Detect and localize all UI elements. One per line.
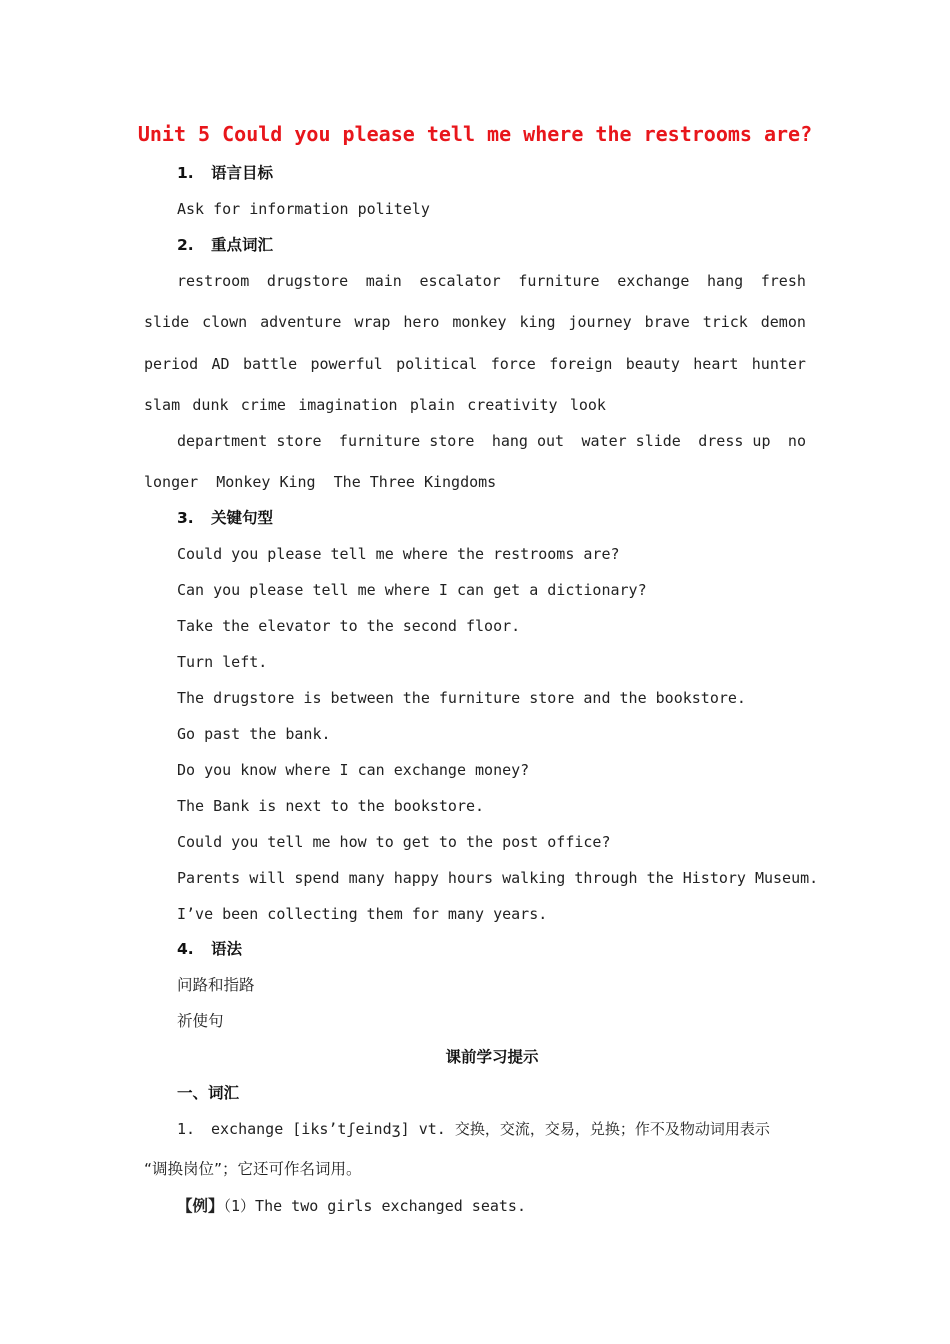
example-line	[177, 1196, 526, 1216]
section-number: 4.	[177, 940, 194, 958]
key-sentence: The Bank is next to the bookstore.	[177, 797, 485, 815]
example-tag: 【例】	[177, 1197, 224, 1215]
section-heading-key-sentences	[177, 508, 273, 528]
vocab-phrase: water slide	[581, 432, 681, 450]
section-label: 语法	[211, 940, 243, 958]
vocab-word: creativity	[467, 396, 558, 414]
section-number: 2.	[177, 236, 194, 254]
vocab-word: fresh	[760, 272, 806, 290]
vocab-word: furniture	[518, 272, 600, 290]
key-sentence: Parents will spend many happy hours walking through the History Museum.	[177, 869, 819, 887]
vocab-word: battle	[242, 355, 298, 373]
key-sentence: Could you please tell me where the restrooms are?	[177, 545, 620, 563]
key-sentence: Do you know where I can exchange money?	[177, 761, 530, 779]
key-sentence: Can you please tell me where I can get a dictionary?	[177, 581, 647, 599]
vocabulary-row	[144, 354, 806, 374]
vocab-note-line-continued: “调换岗位”；它还可作名词用。	[144, 1160, 362, 1178]
vocab-word: hunter	[751, 355, 806, 373]
vocab-word: look	[569, 396, 606, 414]
vocab-phrase: department store	[177, 432, 322, 450]
vocab-word: king	[519, 313, 556, 331]
key-sentence: I’ve been collecting them for many years.	[177, 905, 548, 923]
vocabulary-row	[144, 312, 806, 332]
key-sentence: The drugstore is between the furniture store and the bookstore.	[177, 689, 746, 707]
item-number: 1.	[177, 1120, 196, 1138]
grammar-item: 问路和指路	[177, 976, 255, 994]
section-number: 3.	[177, 509, 194, 527]
vocab-word: demon	[760, 313, 806, 331]
vocab-word: dunk	[192, 396, 229, 414]
vocab-word: drugstore	[266, 272, 349, 290]
vocab-word: hero	[403, 313, 440, 331]
vocab-word: wrap	[354, 313, 391, 331]
vocab-word: hang	[707, 272, 744, 290]
example-text: （1）The two girls exchanged seats.	[223, 1197, 526, 1215]
vocab-word: monkey	[452, 313, 507, 331]
section-heading-language-goals	[177, 163, 273, 183]
vocab-word: brave	[644, 313, 690, 331]
section-heading-grammar	[177, 939, 242, 959]
key-sentence: Go past the bank.	[177, 725, 331, 743]
vocab-word: crime	[240, 396, 286, 414]
key-sentence: Turn left.	[177, 653, 268, 671]
preview-subheading-vocabulary: 一、词汇	[177, 1084, 240, 1102]
vocab-word: trick	[702, 313, 748, 331]
vocab-word: imagination	[298, 396, 398, 414]
vocab-word: slide	[144, 313, 190, 331]
section-label: 关键句型	[211, 509, 274, 527]
vocab-word: restroom	[177, 272, 250, 290]
vocab-word: journey	[568, 313, 632, 331]
vocab-word: force	[490, 355, 536, 373]
vocab-word: escalator	[419, 272, 501, 290]
vocab-phrase: furniture store	[338, 432, 475, 450]
vocab-phrase: dress up	[698, 432, 771, 450]
vocab-phrase: no	[787, 432, 806, 450]
vocab-word: powerful	[310, 355, 383, 373]
vocab-word: AD	[211, 355, 230, 373]
vocab-word: plain	[409, 396, 455, 414]
vocab-word: foreign	[549, 355, 613, 373]
vocab-phrase: hang out	[491, 432, 565, 450]
vocab-word: political	[396, 355, 478, 373]
vocab-word: clown	[202, 313, 248, 331]
section-number: 1.	[177, 164, 194, 182]
phrase-row	[177, 431, 806, 451]
vocab-word: main	[365, 272, 402, 290]
phrase-row-continued: longer Monkey King The Three Kingdoms	[144, 473, 497, 491]
section-label: 重点词汇	[211, 236, 274, 254]
vocab-note-text: exchange [iks’tʃeindʒ] vt. 交换，交流，交易，兑换；作不及物动词用表示	[211, 1120, 770, 1138]
section-heading-key-vocabulary	[177, 235, 273, 255]
page-title: Unit 5 Could you please tell me where the restrooms are?	[137, 122, 813, 146]
key-sentence: Could you tell me how to get to the post office?	[177, 833, 611, 851]
preview-heading: 课前学习提示	[445, 1048, 539, 1066]
vocab-word: adventure	[260, 313, 342, 331]
vocab-word: exchange	[617, 272, 690, 290]
key-sentence: Take the elevator to the second floor.	[177, 617, 521, 635]
vocab-word: heart	[693, 355, 739, 373]
vocab-word: slam	[144, 396, 181, 414]
vocab-word: period	[144, 355, 199, 373]
language-goal-text: Ask for information politely	[177, 200, 430, 218]
vocab-note-line	[177, 1119, 770, 1139]
section-label: 语言目标	[211, 164, 274, 182]
vocabulary-row	[144, 395, 606, 415]
vocab-word: beauty	[625, 355, 680, 373]
vocabulary-row	[177, 271, 806, 291]
grammar-item: 祈使句	[177, 1012, 224, 1030]
